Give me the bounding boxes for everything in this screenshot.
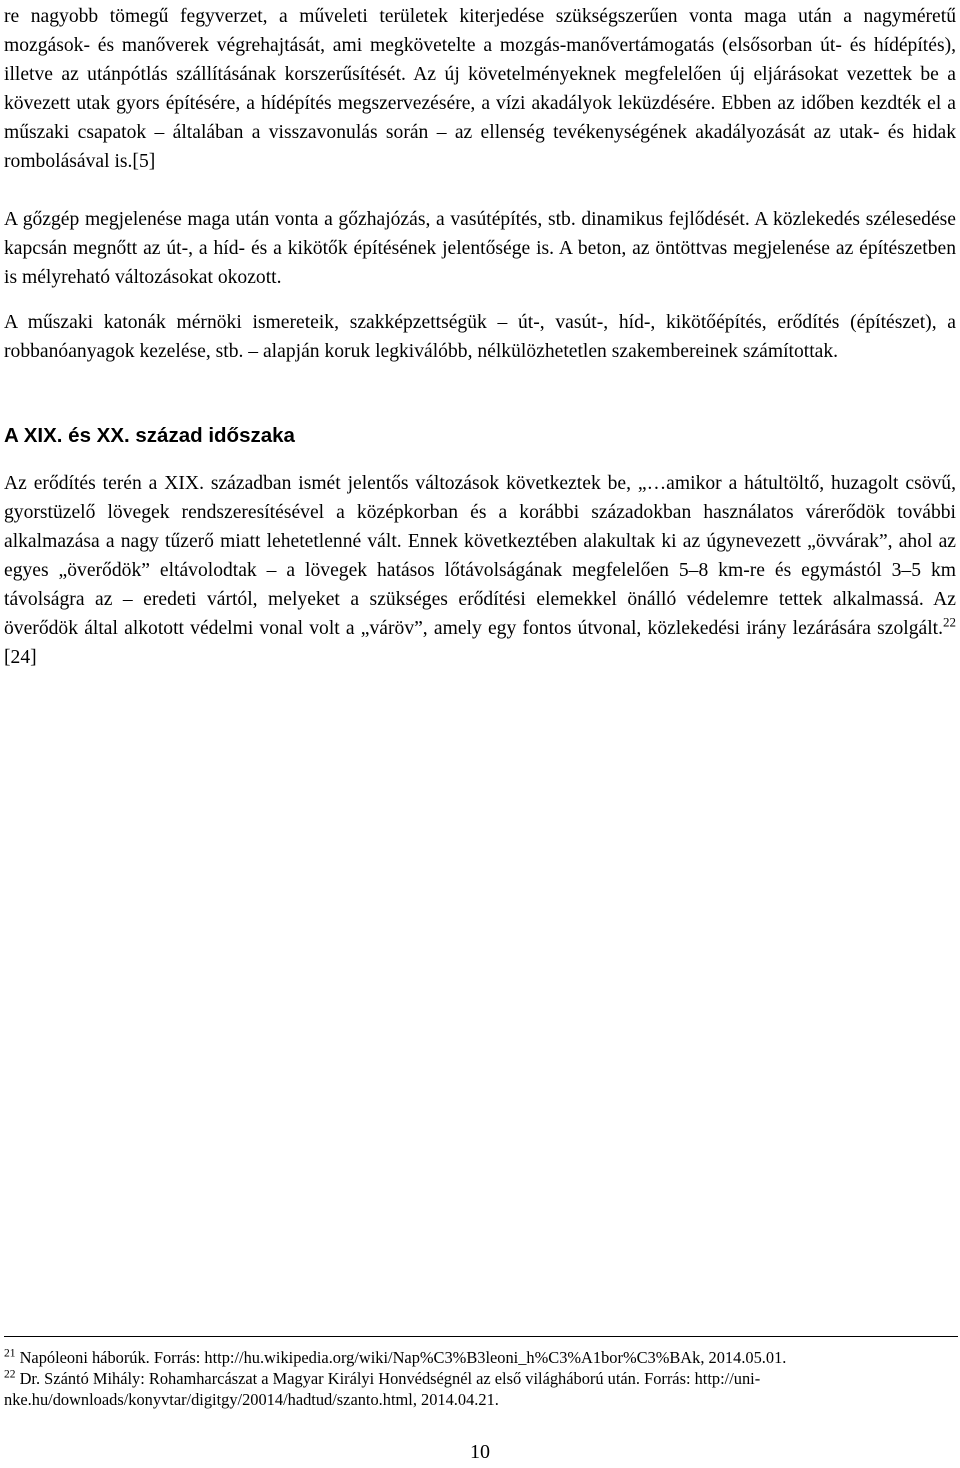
footnote-number: 21 (4, 1347, 16, 1360)
section-heading: A XIX. és XX. század időszaka (4, 424, 295, 447)
page-number: 10 (470, 1441, 490, 1463)
footnote-22 (4, 1368, 956, 1410)
footnote-text: Napóleoni háborúk. Forrás: http://hu.wikipedia.org/wiki/Nap%C3%B3leoni_h%C3%A1bor%C3%BAk, 2014.05.01. (15, 1348, 787, 1367)
footnote-21 (4, 1347, 956, 1368)
paragraph-4-text: Az erődítés terén a XIX. században ismét jelentős változások következtek be, „…amikor a hátultöltő, huzagolt csövű, gyorstüzelő lövegek rendszeresítésével a középkorban és a korábbi századokban használatos várerődök további alkalmazása a nagy tűzerő miatt lehetetlenné vált. Ennek következtében alakultak ki az úgynevezett „övvárak”, ahol az egyes „överődök” eltávolodtak – a lövegek hatásos lőtávolságának megfelelően 5–8 km-re és egymástól 3–5 km távolságra az – eredeti vártól, melyeket a szükséges erődítési elemekkel önálló védelemre tettek alkalmassá. Az överődök által alkotott védelmi vonal volt a „váröv”, amely egy fontos útvonal, közlekedési irány lezárására szolgált. (4, 473, 956, 639)
footnote-separator (4, 1336, 958, 1337)
footnote-text: Dr. Szántó Mihály: Rohamharcászat a Magyar Királyi Honvédségnél az első világháború után. Forrás: http://uni-nke.hu/downloads/konyvtar/digitgy/20014/hadtud/szanto.html, 2014.04.21. (4, 1369, 761, 1409)
body-paragraph-4 (4, 469, 956, 672)
footnote-reference-22[interactable]: 22 (943, 614, 956, 630)
body-paragraph-3: A műszaki katonák mérnöki ismereteik, szakképzettségük – út-, vasút-, híd-, kikötőépítés, erődítés (építészet), a robbanóanyagok kezelése, stb. – alapján koruk legkiválóbb, nélkülözhetetlen szakembereinek számítottak. (4, 312, 956, 362)
body-paragraph-2: A gőzgép megjelenése maga után vonta a gőzhajózás, a vasútépítés, stb. dinamikus fejlődését. A közlekedés szélesedése kapcsán megnőtt az út-, a híd- és a kikötők építésének jelentősége is. A beton, az öntöttvas megjelenése az építészetben is mélyreható változásokat okozott. (4, 209, 956, 288)
body-paragraph-1: re nagyobb tömegű fegyverzet, a műveleti területek kiterjedése szükségszerűen vonta maga után a nagyméretű mozgások- és manőverek végrehajtását, ami megkövetelte a mozgás-manővertámogatás (elsősorban út- és hídépítés), illetve az utánpótlás szállításának korszerűsítését. Az új követelményeknek megfelelően új eljárásokat vezettek be a kövezett utak gyors építésére, a hídépítés megszervezésére, a vízi akadályok leküzdésére. Ebben az időben kezdték el a műszaki csapatok – általában a visszavonulás során – az ellenség tevékenységének akadályozását az utak- és hidak rombolásával is.[5] (4, 6, 956, 172)
footnote-number: 22 (4, 1368, 16, 1381)
footnotes (4, 1347, 956, 1410)
citation-reference: [24] (4, 647, 37, 668)
